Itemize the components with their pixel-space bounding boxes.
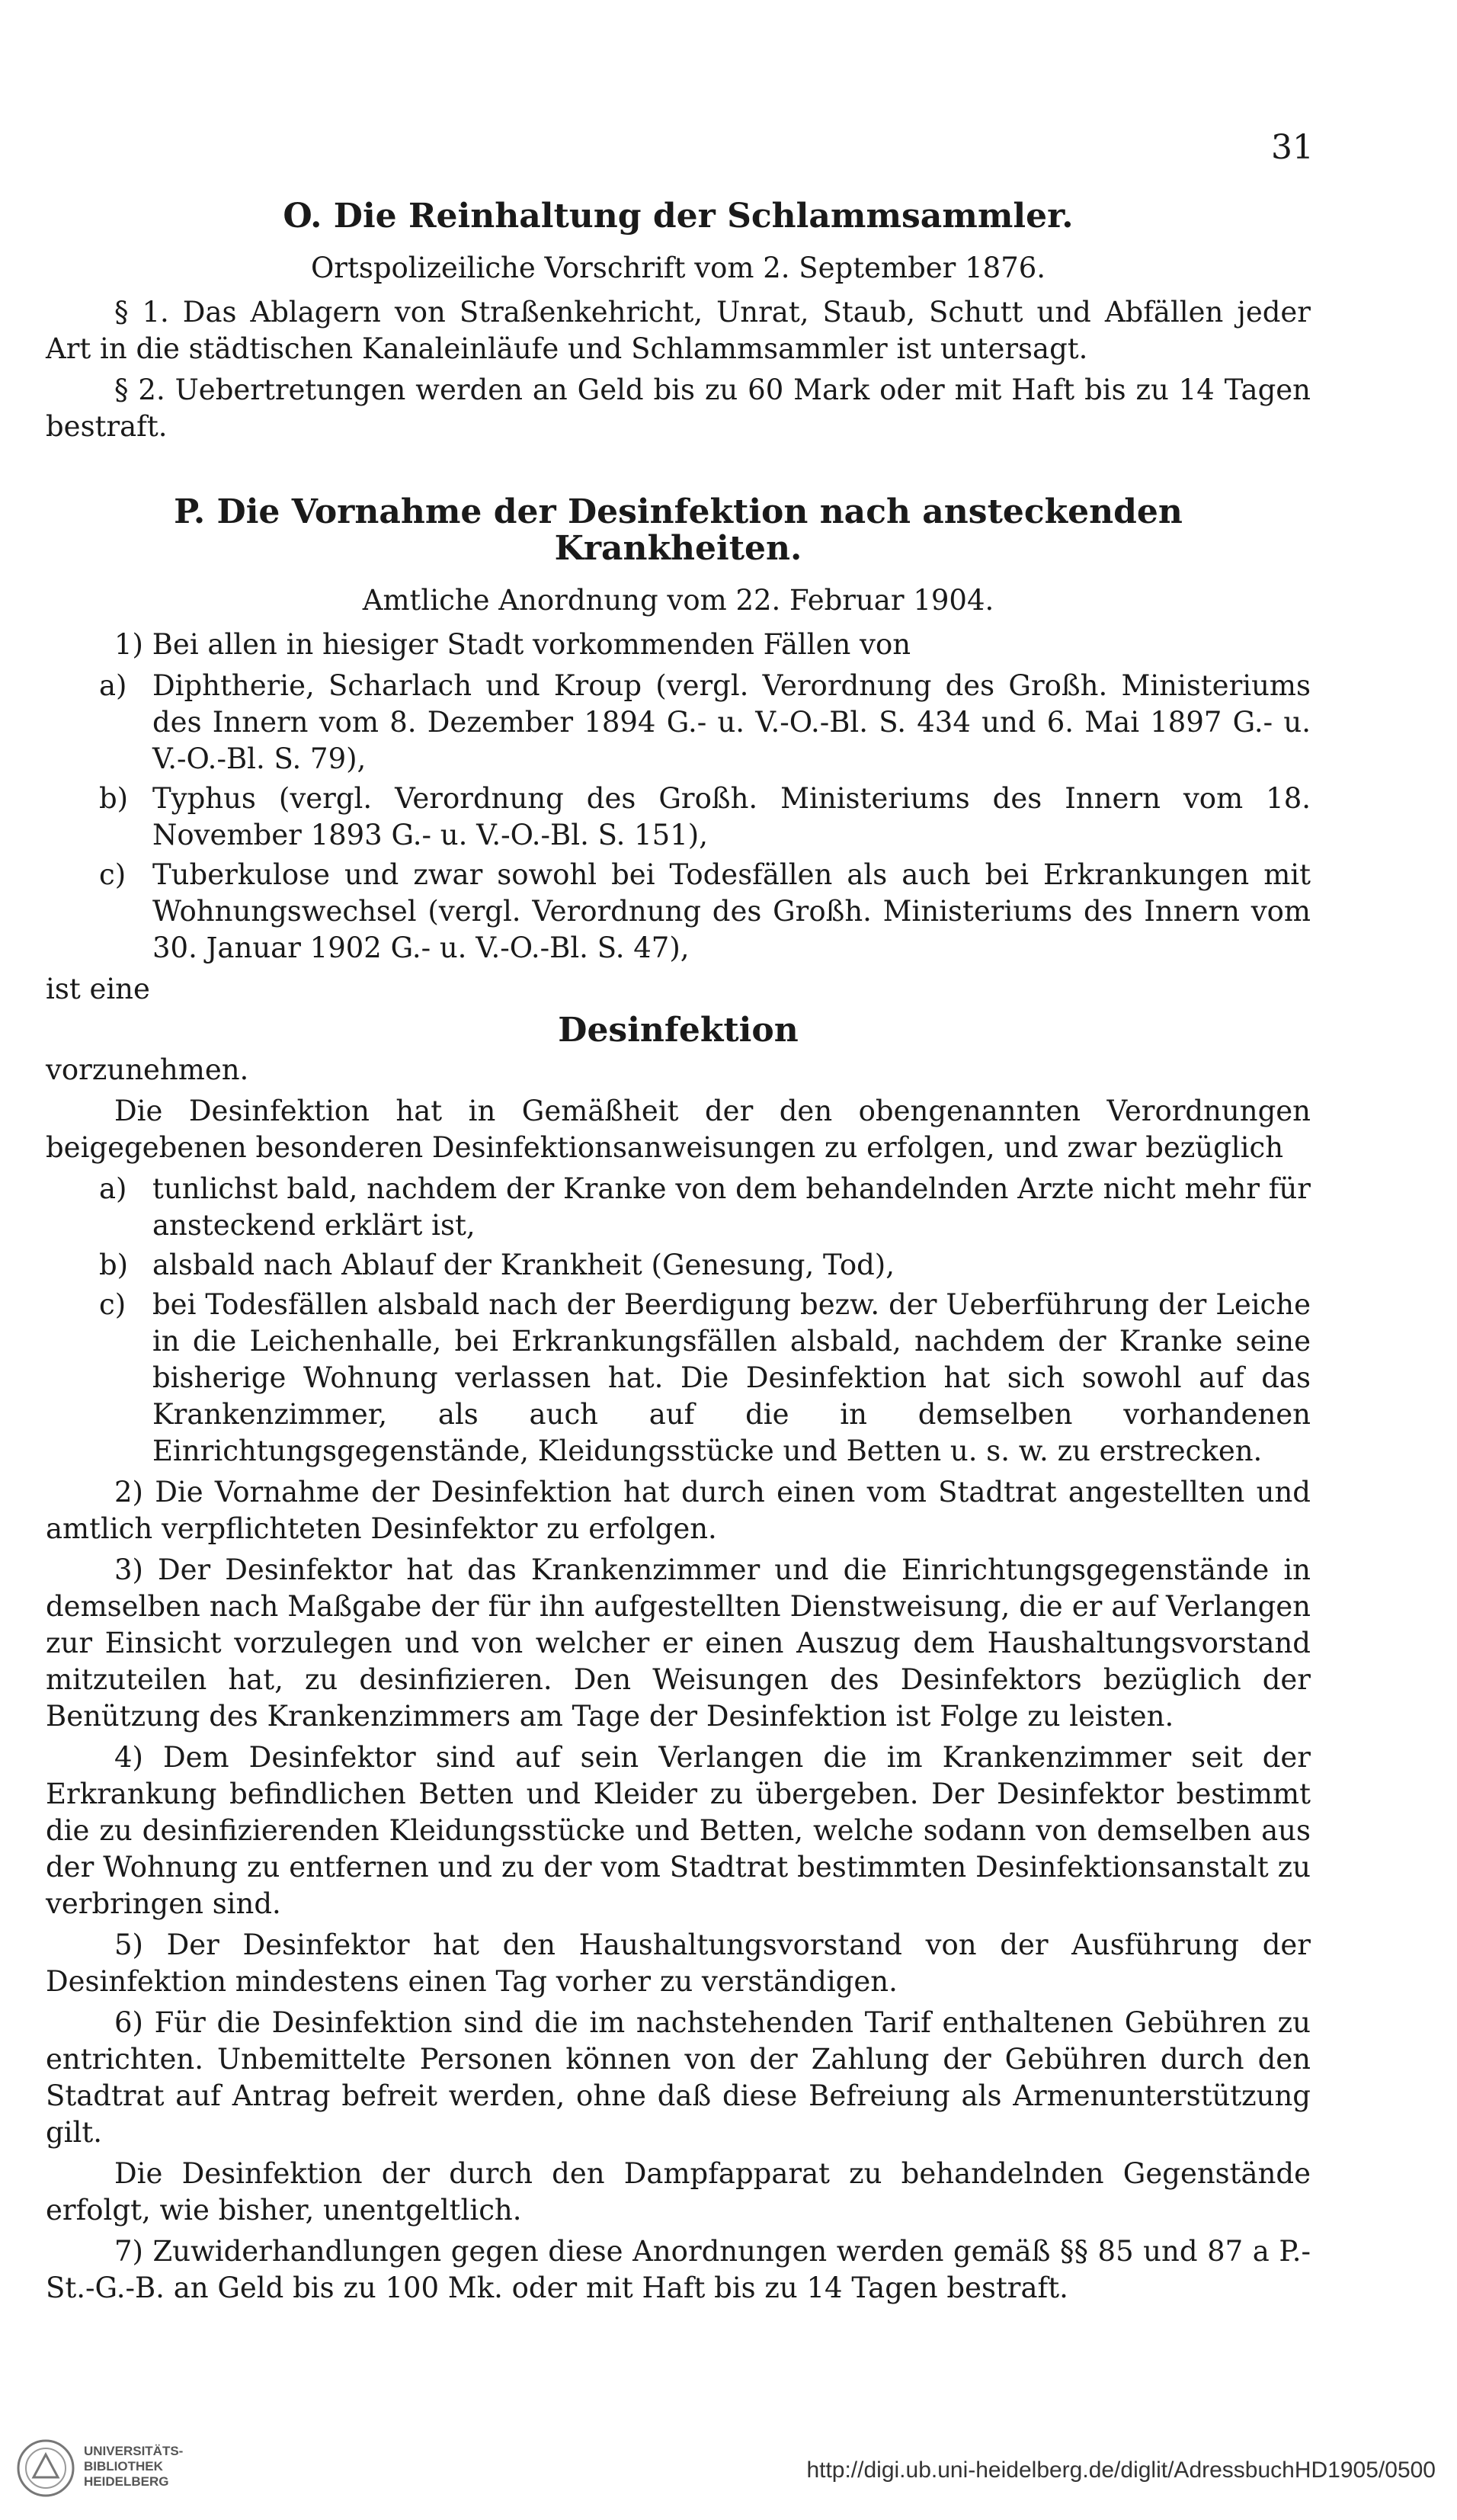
section-o-title: O. Die Reinhaltung der Schlammsammler. bbox=[283, 197, 1074, 236]
library-seal-icon bbox=[15, 2438, 76, 2499]
page-number: 31 bbox=[1271, 128, 1314, 167]
section-p-intro: 1) Bei allen in hiesiger Stadt vorkommenden Fällen von bbox=[114, 628, 911, 661]
page-content bbox=[46, 198, 1311, 2311]
paragraph-6b: Die Desinfektion der durch den Dampfapparat zu behandelnden Gegenstände erfolgt, wie bisher, unentgeltlich. bbox=[46, 2157, 1311, 2227]
ist-eine-text: ist eine bbox=[46, 973, 150, 1005]
list-item: b) alsbald nach Ablauf der Krankheit (Genesung, Tod), bbox=[99, 1249, 895, 1281]
paragraph-6: 6) Für die Desinfektion sind die im nachstehenden Tarif enthaltenen Gebühren zu entrichten. Unbemittelte Personen können von der Zahlung der Gebühren durch den Stadtrat auf Antrag befreit werden, ohne daß diese Befreiung als Armenunterstützung gilt. bbox=[46, 2006, 1311, 2149]
paragraph-5: 5) Der Desinfektor hat den Haushaltungsvorstand von der Ausführung der Desinfektion mindestens einen Tag vorher zu verständigen. bbox=[46, 1928, 1311, 1998]
library-name: UNIVERSITÄTS- BIBLIOTHEK HEIDELBERG bbox=[84, 2444, 184, 2489]
section-o-paragraph-1: § 1. Das Ablagern von Straßenkehricht, Unrat, Staub, Schutt und Abfällen jeder Art in die städtischen Kanaleinläufe und Schlammsammler ist untersagt. bbox=[46, 296, 1311, 365]
main-paragraph: Die Desinfektion hat in Gemäßheit der den obengenannten Verordnungen beigegebenen besonderen Desinfektionsanweisungen zu erfolgen, und zwar bezüglich bbox=[46, 1095, 1311, 1164]
list-item: a) Diphtherie, Scharlach und Kroup (vergl. Verordnung des Großh. Ministeriums des Innern vom 8. Dezember 1894 G.- u. V.-O.-Bl. S. 434 und 6. Mai 1897 G.- u. V.-O.-Bl. S. 79), bbox=[99, 669, 1311, 775]
section-p-title: P. Die Vornahme der Desinfektion nach ansteckenden Krankheiten. bbox=[174, 492, 1183, 568]
section-o-subtitle: Ortspolizeiliche Vorschrift vom 2. September 1876. bbox=[310, 252, 1046, 284]
paragraph-2: 2) Die Vornahme der Desinfektion hat durch einen vom Stadtrat angestellten und amtlich verpflichteten Desinfektor zu erfolgen. bbox=[46, 1476, 1311, 1545]
list-item: c) Tuberkulose und zwar sowohl bei Todesfällen als auch bei Erkrankungen mit Wohnungswechsel (vergl. Verordnung des Großh. Ministeriums des Innern vom 30. Januar 1902 G.- u. V.-O.-Bl. S. 47), bbox=[99, 858, 1311, 964]
section-o-paragraph-2: § 2. Uebertretungen werden an Geld bis zu 60 Mark oder mit Haft bis zu 14 Tagen bestraft. bbox=[46, 374, 1311, 443]
vorzunehmen-text: vorzunehmen. bbox=[46, 1053, 249, 1086]
list-item: c) bei Todesfällen alsbald nach der Beerdigung bezw. der Ueberführung der Leiche in die Leichenhalle, bei Erkrankungsfällen alsbald, nachdem der Kranke seine bisherige Wohnung verlassen hat. Die Desinfektion hat sich sowohl auf das Krankenzimmer, als auch auf die in demselben vorhandenen Einrichtungsgegenstände, Kleidungsstücke und Betten u. s. w. zu erstrecken. bbox=[99, 1288, 1311, 1467]
paragraph-3: 3) Der Desinfektor hat das Krankenzimmer und die Einrichtungsgegenstände in demselben nach Maßgabe der für ihn aufgestellten Dienstweisung, die er auf Verlangen zur Einsicht vorzulegen und von welcher er einen Auszug dem Haushaltungsvorstand mitzuteilen hat, zu desinfizieren. Den Weisungen des Desinfektors bezüglich der Benützung des Krankenzimmers am Tage der Desinfektion ist Folge zu leisten. bbox=[46, 1553, 1311, 1733]
list-item: a) tunlichst bald, nachdem der Kranke von dem behandelnden Arzte nicht mehr für ansteckend erklärt ist, bbox=[99, 1172, 1311, 1242]
list-item: b) Typhus (vergl. Verordnung des Großh. Ministeriums des Innern vom 18. November 1893 G.- u. V.-O.-Bl. S. 151), bbox=[99, 782, 1311, 851]
source-url[interactable]: http://digi.ub.uni-heidelberg.de/diglit/AdressbuchHD1905/0500 bbox=[806, 2457, 1436, 2483]
desinfektion-heading: Desinfektion bbox=[558, 1011, 799, 1050]
paragraph-7: 7) Zuwiderhandlungen gegen diese Anordnungen werden gemäß §§ 85 und 87 a P.-St.-G.-B. an Geld bis zu 100 Mk. oder mit Haft bis zu 14 Tagen bestraft. bbox=[46, 2235, 1311, 2304]
timing-list bbox=[46, 1171, 1311, 1470]
disease-list bbox=[46, 668, 1311, 967]
footer bbox=[0, 2424, 1457, 2520]
paragraph-4: 4) Dem Desinfektor sind auf sein Verlangen die im Krankenzimmer seit der Erkrankung befindlichen Betten und Kleider zu übergeben. Der Desinfektor bestimmt die zu desinfizierenden Kleidungsstücke und Betten, welche sodann von demselben aus der Wohnung zu entfernen und zu der vom Stadtrat bestimmten Desinfektionsanstalt zu verbringen sind. bbox=[46, 1741, 1311, 1920]
section-p-subtitle: Amtliche Anordnung vom 22. Februar 1904. bbox=[362, 584, 994, 617]
